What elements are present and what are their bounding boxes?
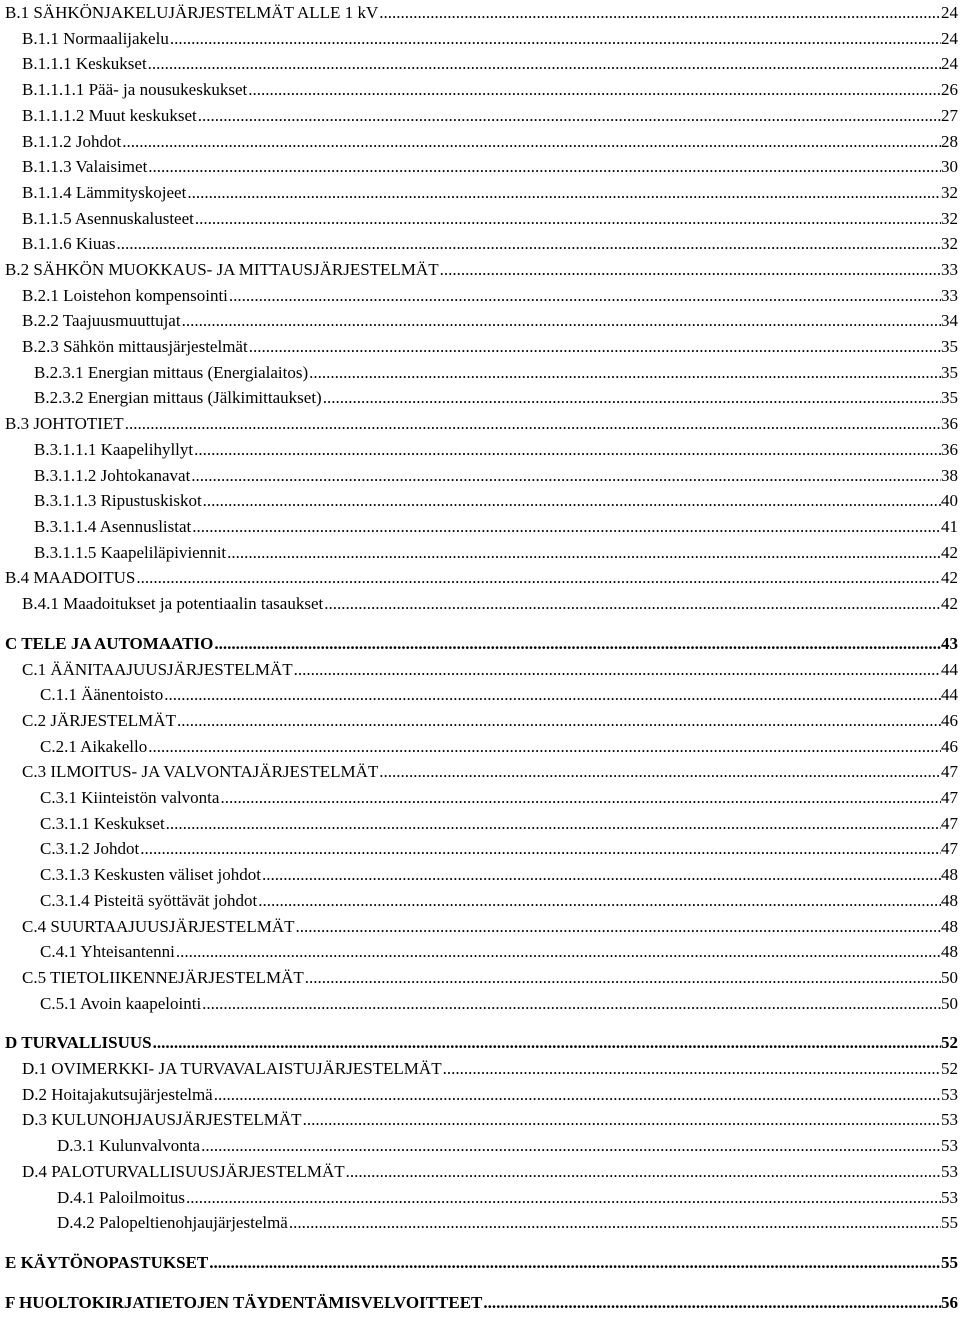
toc-entry[interactable]: [22, 79, 958, 101]
toc-entry-page-number: 24: [941, 3, 958, 22]
toc-entry[interactable]: [22, 593, 958, 615]
toc-entry-page-number: 48: [941, 865, 958, 884]
toc-dot-leader: [295, 916, 941, 938]
toc-entry-label: C.5 TIETOLIIKENNEJÄRJESTELMÄT: [22, 968, 304, 987]
toc-entry[interactable]: [57, 1212, 958, 1234]
toc-entry-page-number: 53: [941, 1188, 958, 1207]
toc-entry-page-number: 44: [941, 660, 958, 679]
toc-dot-leader: [324, 593, 941, 615]
toc-entry-page-number: 34: [941, 311, 958, 330]
toc-entry[interactable]: [34, 542, 958, 564]
toc-dot-leader: [248, 79, 941, 101]
toc-entry-page-number: 41: [941, 517, 958, 536]
toc-dot-leader: [262, 864, 941, 886]
toc-dot-leader: [379, 2, 941, 24]
toc-entry-page-number: 42: [941, 568, 958, 587]
toc-entry[interactable]: [40, 838, 958, 860]
toc-entry-page-number: 33: [941, 286, 958, 305]
toc-entry-label: B.2.1 Loistehon kompensointi: [22, 286, 228, 305]
toc-entry-page-number: 33: [941, 260, 958, 279]
toc-entry-label: C.3 ILMOITUS- JA VALVONTAJÄRJESTELMÄT: [22, 762, 379, 781]
toc-dot-leader: [201, 1135, 941, 1157]
toc-dot-leader: [483, 1292, 941, 1314]
toc-entry[interactable]: [22, 761, 958, 783]
toc-entry[interactable]: [22, 1084, 958, 1106]
toc-entry-label: B.2.2 Taajuusmuuttujat: [22, 311, 181, 330]
toc-entry-page-number: 26: [941, 80, 958, 99]
toc-dot-leader: [140, 838, 941, 860]
toc-dot-leader: [214, 633, 941, 655]
toc-entry-label: C.4 SUURTAAJUUSJÄRJESTELMÄT: [22, 917, 295, 936]
toc-dot-leader: [117, 233, 942, 255]
toc-entry-page-number: 48: [941, 891, 958, 910]
toc-entry-page-number: 47: [941, 814, 958, 833]
toc-entry-label: B.1.1.1.2 Muut keskukset: [22, 106, 197, 125]
toc-entry-page-number: 43: [941, 634, 958, 653]
toc-dot-leader: [194, 439, 941, 461]
toc-entry-page-number: 35: [941, 363, 958, 382]
toc-entry-label: E KÄYTÖNOPASTUKSET: [5, 1253, 209, 1272]
toc-dot-leader: [176, 941, 941, 963]
toc-dot-leader: [303, 1109, 941, 1131]
toc-entry-label: C.1 ÄÄNITAAJUUSJÄRJESTELMÄT: [22, 660, 293, 679]
toc-entry[interactable]: [22, 156, 958, 178]
toc-entry[interactable]: [5, 1032, 958, 1054]
toc-entry-page-number: 24: [941, 54, 958, 73]
toc-entry[interactable]: [34, 516, 958, 538]
toc-entry-page-number: 52: [941, 1059, 958, 1078]
toc-dot-leader: [258, 890, 941, 912]
toc-entry-label: D.1 OVIMERKKI- JA TURVAVALAISTUJÄRJESTELMÄT: [22, 1059, 442, 1078]
toc-entry[interactable]: [22, 1161, 958, 1183]
toc-entry-label: C.3.1.4 Pisteitä syöttävät johdot: [40, 891, 258, 910]
toc-entry-label: B.2.3.2 Energian mittaus (Jälkimittaukset): [34, 388, 322, 407]
toc-entry[interactable]: [22, 53, 958, 75]
toc-entry-page-number: 47: [941, 839, 958, 858]
toc-entry-label: F HUOLTOKIRJATIETOJEN TÄYDENTÄMISVELVOITTEET: [5, 1293, 483, 1312]
toc-entry-page-number: 50: [941, 968, 958, 987]
toc-entry[interactable]: [34, 439, 958, 461]
toc-entry-page-number: 27: [941, 106, 958, 125]
toc-dot-leader: [289, 1212, 941, 1234]
toc-entry-page-number: 36: [941, 440, 958, 459]
toc-entry[interactable]: [22, 131, 958, 153]
toc-entry-page-number: 42: [941, 543, 958, 562]
toc-entry-label: D.4.2 Palopeltienohjaujärjestelmä: [57, 1213, 288, 1232]
toc-entry[interactable]: [34, 387, 958, 409]
toc-entry-label: C.3.1 Kiinteistön valvonta: [40, 788, 220, 807]
toc-dot-leader: [202, 993, 941, 1015]
toc-entry-page-number: 46: [941, 711, 958, 730]
toc-entry[interactable]: [40, 864, 958, 886]
toc-entry-page-number: 35: [941, 388, 958, 407]
toc-dot-leader: [192, 516, 941, 538]
toc-dot-leader: [148, 53, 941, 75]
toc-entry-label: B.1.1.2 Johdot: [22, 132, 122, 151]
toc-dot-leader: [346, 1161, 941, 1183]
toc-entry[interactable]: [40, 993, 958, 1015]
toc-dot-leader: [227, 542, 941, 564]
toc-dot-leader: [170, 28, 941, 50]
toc-entry-label: B.4 MAADOITUS: [5, 568, 136, 587]
toc-entry[interactable]: [5, 633, 958, 655]
toc-entry[interactable]: [40, 890, 958, 912]
toc-entry-page-number: 53: [941, 1110, 958, 1129]
toc-dot-leader: [164, 684, 941, 706]
toc-entry-page-number: 50: [941, 994, 958, 1013]
toc-entry-page-number: 30: [941, 157, 958, 176]
toc-entry-page-number: 53: [941, 1085, 958, 1104]
toc-dot-leader: [305, 967, 941, 989]
toc-entry-label: C.1.1 Äänentoisto: [40, 685, 164, 704]
toc-entry-label: C.2.1 Aikakello: [40, 737, 148, 756]
toc-entry-label: C.4.1 Yhteisantenni: [40, 942, 175, 961]
toc-entry[interactable]: [22, 1109, 958, 1131]
toc-entry[interactable]: [22, 182, 958, 204]
toc-entry[interactable]: [22, 105, 958, 127]
toc-entry[interactable]: [5, 2, 958, 24]
toc-entry[interactable]: [40, 813, 958, 835]
toc-entry[interactable]: [5, 1252, 958, 1274]
toc-dot-leader: [148, 156, 941, 178]
toc-entry-page-number: 32: [941, 183, 958, 202]
toc-entry-label: C.3.1.1 Keskukset: [40, 814, 165, 833]
toc-dot-leader: [323, 387, 941, 409]
toc-dot-leader: [294, 659, 941, 681]
toc-dot-leader: [229, 285, 941, 307]
toc-entry[interactable]: [22, 310, 958, 332]
toc-dot-leader: [122, 131, 941, 153]
toc-entry-label: D.3 KULUNOHJAUSJÄRJESTELMÄT: [22, 1110, 302, 1129]
toc-entry-label: B.3.1.1.2 Johtokanavat: [34, 466, 191, 485]
toc-entry-page-number: 28: [941, 132, 958, 151]
toc-entry-label: B.3.1.1.3 Ripustuskiskot: [34, 491, 202, 510]
toc-entry-page-number: 42: [941, 594, 958, 613]
toc-entry-page-number: 55: [941, 1213, 958, 1232]
toc-entry[interactable]: [22, 659, 958, 681]
toc-entry-page-number: 44: [941, 685, 958, 704]
toc-entry[interactable]: [34, 465, 958, 487]
toc-entry-page-number: 38: [941, 466, 958, 485]
toc-entry-label: B.1.1 Normaalijakelu: [22, 29, 169, 48]
toc-entry[interactable]: [22, 285, 958, 307]
toc-entry[interactable]: [22, 336, 958, 358]
toc-entry-page-number: 47: [941, 788, 958, 807]
toc-entry-page-number: 46: [941, 737, 958, 756]
toc-dot-leader: [136, 567, 941, 589]
toc-entry[interactable]: [5, 567, 958, 589]
toc-entry-label: B.1 SÄHKÖNJAKELUJÄRJESTELMÄT ALLE 1 kV: [5, 3, 379, 22]
toc-dot-leader: [187, 182, 941, 204]
toc-entry-label: B.1.1.3 Valaisimet: [22, 157, 148, 176]
toc-entry-label: C.5.1 Avoin kaapelointi: [40, 994, 202, 1013]
toc-entry-page-number: 36: [941, 414, 958, 433]
toc-entry-page-number: 24: [941, 29, 958, 48]
toc-dot-leader: [209, 1252, 941, 1274]
toc-entry-page-number: 32: [941, 209, 958, 228]
toc-entry[interactable]: [5, 259, 958, 281]
toc-entry[interactable]: [34, 490, 958, 512]
toc-entry-page-number: 35: [941, 337, 958, 356]
toc-entry-page-number: 53: [941, 1136, 958, 1155]
toc-dot-leader: [153, 1032, 941, 1054]
toc-dot-leader: [214, 1084, 941, 1106]
toc-entry-label: B.1.1.4 Lämmityskojeet: [22, 183, 187, 202]
toc-entry-label: C TELE JA AUTOMAATIO: [5, 634, 214, 653]
toc-dot-leader: [203, 490, 941, 512]
toc-entry[interactable]: [40, 941, 958, 963]
toc-dot-leader: [177, 710, 941, 732]
toc-dot-leader: [182, 310, 941, 332]
toc-dot-leader: [195, 208, 941, 230]
toc-entry[interactable]: [5, 413, 958, 435]
toc-entry[interactable]: [57, 1187, 958, 1209]
toc-entry-label: C.2 JÄRJESTELMÄT: [22, 711, 176, 730]
toc-dot-leader: [148, 736, 941, 758]
toc-entry-label: B.1.1.1.1 Pää- ja nousukeskukset: [22, 80, 248, 99]
toc-entry-page-number: 56: [941, 1293, 958, 1312]
toc-entry-label: B.2.3.1 Energian mittaus (Energialaitos): [34, 363, 309, 382]
toc-entry[interactable]: [22, 916, 958, 938]
toc-dot-leader: [443, 1058, 941, 1080]
toc-entry-label: D.4 PALOTURVALLISUUSJÄRJESTELMÄT: [22, 1162, 345, 1181]
toc-dot-leader: [379, 761, 941, 783]
toc-entry-label: D.4.1 Paloilmoitus: [57, 1188, 185, 1207]
toc-entry-page-number: 53: [941, 1162, 958, 1181]
toc-entry-label: B.3.1.1.1 Kaapelihyllyt: [34, 440, 194, 459]
toc-entry-label: D.3.1 Kulunvalvonta: [57, 1136, 201, 1155]
toc-entry[interactable]: [22, 967, 958, 989]
toc-dot-leader: [220, 787, 941, 809]
toc-entry-page-number: 55: [941, 1253, 958, 1272]
toc-dot-leader: [191, 465, 941, 487]
toc-dot-leader: [125, 413, 941, 435]
toc-entry[interactable]: [22, 710, 958, 732]
toc-entry[interactable]: [40, 736, 958, 758]
toc-dot-leader: [440, 259, 941, 281]
toc-entry-label: B.2.3 Sähkön mittausjärjestelmät: [22, 337, 248, 356]
toc-entry-label: B.4.1 Maadoitukset ja potentiaalin tasaukset: [22, 594, 324, 613]
toc-entry[interactable]: [22, 208, 958, 230]
toc-entry-label: B.1.1.6 Kiuas: [22, 234, 116, 253]
toc-entry-label: B.1.1.5 Asennuskalusteet: [22, 209, 194, 228]
toc-entry-label: C.3.1.3 Keskusten väliset johdot: [40, 865, 261, 884]
toc-entry-label: B.1.1.1 Keskukset: [22, 54, 147, 73]
toc-dot-leader: [166, 813, 941, 835]
toc-entry-page-number: 52: [941, 1033, 958, 1052]
toc-entry[interactable]: [22, 233, 958, 255]
toc-entry-label: D TURVALLISUUS: [5, 1033, 152, 1052]
toc-dot-leader: [249, 336, 941, 358]
toc-dot-leader: [198, 105, 941, 127]
toc-entry[interactable]: [22, 1058, 958, 1080]
toc-entry-page-number: 32: [941, 234, 958, 253]
toc-entry-label: B.3 JOHTOTIET: [5, 414, 124, 433]
toc-entry-label: C.3.1.2 Johdot: [40, 839, 140, 858]
toc-entry[interactable]: [40, 787, 958, 809]
toc-entry-page-number: 48: [941, 942, 958, 961]
toc-entry[interactable]: [57, 1135, 958, 1157]
toc-entry-page-number: 48: [941, 917, 958, 936]
toc-entry-label: B.2 SÄHKÖN MUOKKAUS- JA MITTAUSJÄRJESTELMÄT: [5, 260, 439, 279]
toc-entry-label: B.3.1.1.4 Asennuslistat: [34, 517, 192, 536]
toc-entry-page-number: 40: [941, 491, 958, 510]
toc-dot-leader: [309, 362, 941, 384]
toc-entry[interactable]: [40, 684, 958, 706]
toc-entry-label: B.3.1.1.5 Kaapeliläpiviennit: [34, 543, 227, 562]
toc-dot-leader: [186, 1187, 941, 1209]
toc-entry-page-number: 47: [941, 762, 958, 781]
toc-entry[interactable]: [34, 362, 958, 384]
toc-entry[interactable]: [5, 1292, 958, 1314]
toc-entry[interactable]: [22, 28, 958, 50]
toc-entry-label: D.2 Hoitajakutsujärjestelmä: [22, 1085, 213, 1104]
